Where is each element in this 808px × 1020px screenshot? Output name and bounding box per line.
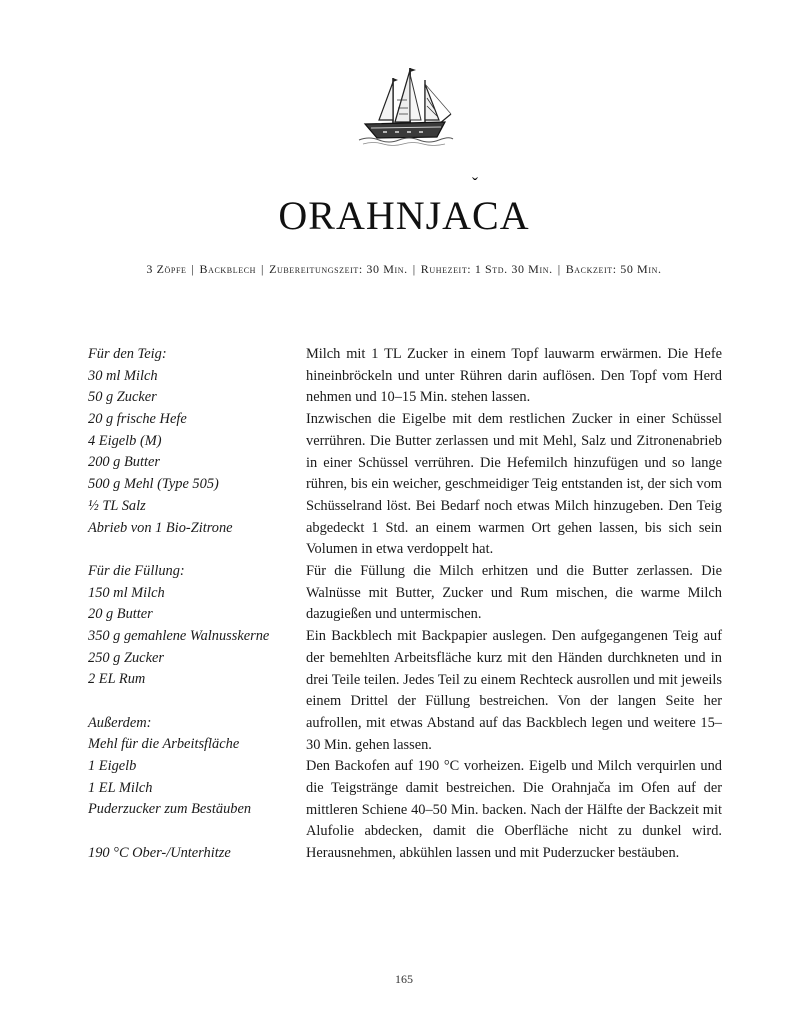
ingredient-line: Mehl für die Arbeitsfläche bbox=[88, 736, 240, 753]
meta-rest-time: Ruhezeit: 1 Std. 30 Min. bbox=[420, 262, 553, 276]
ingredient-heading: Außerdem: bbox=[88, 714, 152, 731]
ingredient-line: 1 EL Milch bbox=[88, 779, 153, 796]
step-paragraph: Milch mit 1 TL Zucker in einem Topf lauwarm erwärmen. Die Hefe hineinbröckeln und unter Rühren darin auflösen. Den Topf vom Herd nehmen und 10–15 Min. stehen lassen. bbox=[306, 346, 722, 406]
ingredient-heading: Für den Teig: bbox=[88, 346, 167, 362]
meta-separator: | bbox=[261, 262, 265, 276]
step-paragraph: Ein Backblech mit Backpapier auslegen. Den aufgegangenen Teig auf der bemehlten Arbeitsfläche kurz mit den Händen durchkneten und in drei Teile teilen. Jedes Teil zu einem Rechteck ausrollen und mit jeweils einem Drittel der Füllung bestreichen. Von der langen Seite her aufrollen, mit etwas Abstand auf das Backblech legen und weitere 15–30 Min. gehen lassen. bbox=[306, 628, 722, 753]
title-caron: ˇ bbox=[472, 174, 479, 194]
recipe-meta bbox=[0, 262, 808, 277]
oven-setting: 190 °C Ober-/Unterhitze bbox=[88, 844, 231, 861]
ingredient-line: 2 EL Rum bbox=[88, 671, 146, 688]
step-paragraph: Inzwischen die Eigelbe mit dem restlichen Zucker in einer Schüssel verrühren. Die Butter zerlassen und mit Mehl, Salz und Zitronenabrieb in einer Schüssel verrühren. Die Hefemilch hinzufügen und so lange rühren, bis ein weicher, geschmeidiger Teig entstanden ist, der sich vom Schüsselrand löst. Bei Bedarf noch etwas Milch hinzugeben. Den Teig abgedeckt 1 Std. an einem warmen Ort gehen lassen, bis sich sein Volumen in etwa verdoppelt hat. bbox=[306, 411, 722, 558]
ingredient-line: ½ TL Salz bbox=[88, 497, 146, 514]
step-paragraph: Für die Füllung die Milch erhitzen und die Butter zerlassen. Die Walnüsse mit Butter, Zucker und Rum mischen, die warme Milch dazugießen und untermischen. bbox=[306, 563, 722, 623]
ingredient-line: 50 g Zucker bbox=[88, 389, 157, 406]
preparation-steps bbox=[306, 344, 722, 865]
meta-separator: | bbox=[412, 262, 416, 276]
ingredient-line: 250 g Zucker bbox=[88, 649, 164, 666]
ingredient-spacer bbox=[88, 691, 298, 713]
ingredient-line: 30 ml Milch bbox=[88, 367, 158, 384]
ingredient-line: 150 ml Milch bbox=[88, 584, 165, 601]
meta-prep-time: Zubereitungszeit: 30 Min. bbox=[269, 262, 408, 276]
sailing-ship-icon bbox=[355, 40, 455, 152]
ingredient-line: 20 g Butter bbox=[88, 606, 153, 623]
page-number: 165 bbox=[395, 972, 413, 986]
ingredient-line: 350 g gemahlene Walnusskerne bbox=[88, 627, 270, 644]
ingredient-line: 500 g Mehl (Type 505) bbox=[88, 476, 219, 493]
meta-separator: | bbox=[557, 262, 561, 276]
recipe-title bbox=[0, 174, 808, 239]
meta-yield: 3 Zöpfe bbox=[146, 262, 187, 276]
ingredient-line: Abrieb von 1 Bio-Zitrone bbox=[88, 519, 233, 536]
meta-equipment: Backblech bbox=[199, 262, 257, 276]
meta-separator: | bbox=[191, 262, 195, 276]
recipe-title-text: ORAHNJACA bbox=[278, 193, 530, 238]
ingredient-spacer bbox=[88, 821, 298, 843]
ingredient-list bbox=[88, 344, 298, 865]
meta-bake-time: Backzeit: 50 Min. bbox=[565, 262, 662, 276]
ingredient-line: Puderzucker zum Bestäuben bbox=[88, 801, 252, 818]
ingredient-line: 200 g Butter bbox=[88, 454, 160, 471]
ingredient-heading: Für die Füllung: bbox=[88, 562, 185, 579]
ingredient-line: 20 g frische Hefe bbox=[88, 411, 187, 428]
ingredient-line: 4 Eigelb (M) bbox=[88, 432, 162, 449]
step-paragraph: Den Backofen auf 190 °C vorheizen. Eigelb und Milch verquirlen und die Teigstränge damit bestreichen. Die Orahnjača im Ofen auf der mittleren Schiene 40–50 Min. backen. Nach der Hälfte der Backzeit mit Alufolie abdecken, damit die Oberfläche nicht zu dunkel wird. Herausnehmen, abkühlen lassen und mit Puderzucker bestäuben. bbox=[306, 758, 722, 862]
ingredient-spacer bbox=[88, 539, 298, 561]
ingredient-line: 1 Eigelb bbox=[88, 758, 137, 775]
